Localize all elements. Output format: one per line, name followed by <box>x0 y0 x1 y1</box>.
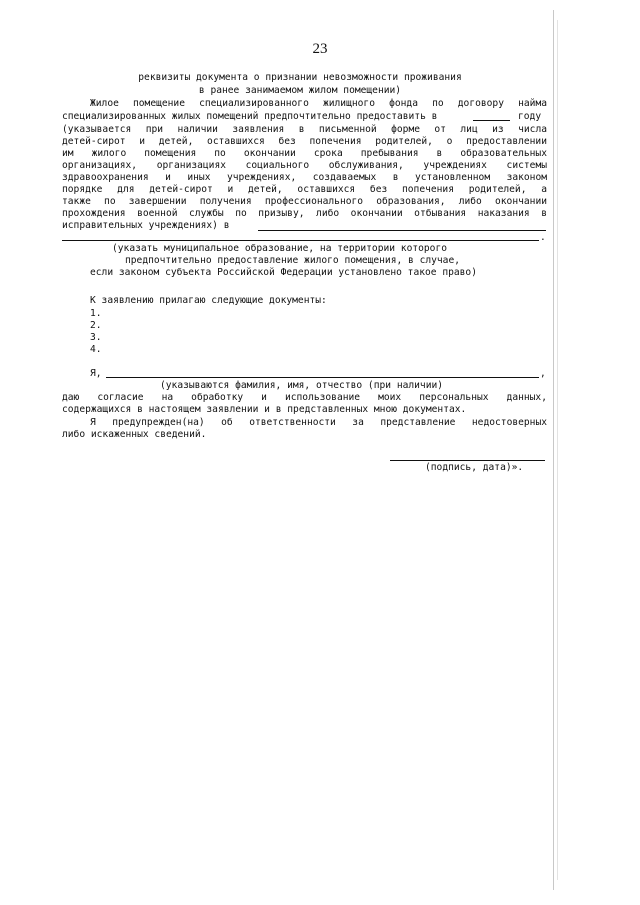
paragraph-line-11: исправительных учреждениях) в <box>62 220 230 231</box>
document-item-2: 2. <box>90 320 102 331</box>
heading-line-2: в ранее занимаемом жилом помещении) <box>198 85 402 96</box>
heading-line-1: реквизиты документа о признании невозможности проживания <box>138 72 462 83</box>
signature-field[interactable] <box>390 460 545 461</box>
period-mark: . <box>540 232 546 243</box>
consent-text-1: даю согласие на обработку и использование моих персональных данных, <box>62 392 547 403</box>
paragraph-line-1: Жилое помещение специализированного жилищного фонда по договору найма <box>90 98 547 109</box>
paragraph-line-3: (указывается при наличии заявления в письменной форме от лиц из числа <box>62 124 547 135</box>
municipality-hint-2: предпочтительно предоставление жилого помещения, в случае, <box>125 255 461 266</box>
document-item-4: 4. <box>90 344 102 355</box>
paragraph-line-5: им жилого помещения по окончании срока пребывания в образовательных <box>62 148 547 159</box>
page-number: 23 <box>312 41 328 57</box>
paragraph-line-6: организациях, организациях социального обслуживания, учреждениях системы <box>62 160 547 171</box>
warning-line-1: Я предупрежден(на) об ответственности за представление недостоверных <box>90 417 547 428</box>
warning-line-2: либо искаженных сведений. <box>62 429 207 440</box>
documents-intro: К заявлению прилагаю следующие документы: <box>90 295 327 306</box>
signature-hint: (подпись, дата)». <box>425 462 524 473</box>
municipality-hint-3: если законом субъекта Российской Федерации установлено такое право) <box>90 267 477 278</box>
name-hint: (указываются фамилия, имя, отчество (при наличии) <box>160 380 444 391</box>
paragraph-line-4: детей-сирот и детей, оставшихся без попечения родителей, о предоставлении <box>62 136 547 147</box>
municipality-field-2[interactable] <box>62 240 539 241</box>
municipality-hint-1: (указать муниципальное образование, на территории которого <box>112 243 448 254</box>
consent-prefix: Я, <box>90 368 102 379</box>
paragraph-line-2: специализированных жилых помещений предпочтительно предоставить в <box>62 111 438 122</box>
scan-edge-line <box>553 10 554 890</box>
consent-end-comma: , <box>540 368 546 379</box>
paragraph-line-10: прохождения военной службы по призыву, либо окончании отбывания наказания в <box>62 208 547 219</box>
paragraph-line-2-end: году <box>518 111 542 122</box>
year-blank[interactable] <box>473 120 510 121</box>
paragraph-line-8: порядке для детей-сирот и детей, оставшихся без попечения родителей, а <box>62 184 547 195</box>
document-item-1: 1. <box>90 308 102 319</box>
document-item-3: 3. <box>90 332 102 343</box>
consent-text-2: содержащихся в настоящем заявлении и в представленных мною документах. <box>62 404 467 415</box>
full-name-field[interactable] <box>106 377 539 378</box>
paragraph-line-9: также по завершении получения профессионального образования, либо окончании <box>62 196 547 207</box>
municipality-field-1[interactable] <box>258 230 546 231</box>
paragraph-line-7: здравоохранения и иных учреждениях, создаваемых в установленном законом <box>62 172 547 183</box>
scan-edge-line-2 <box>557 20 558 880</box>
